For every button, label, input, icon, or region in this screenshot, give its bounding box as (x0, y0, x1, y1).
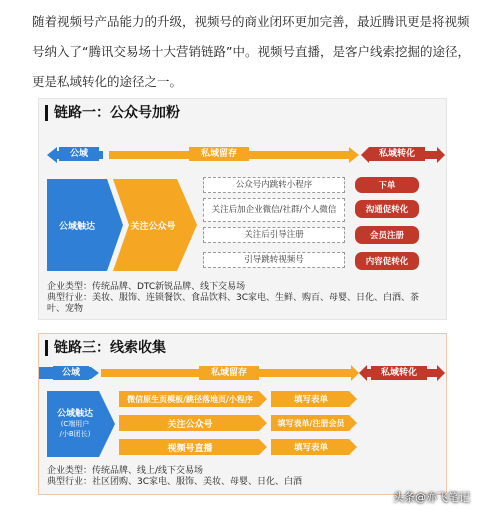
info-line: 企业类型：传统品牌、DTC新锐品牌、线下交易场 (47, 282, 246, 292)
panel-title: 链路三：线索收集 (45, 340, 166, 356)
info-line: 典型行业：美妆、服饰、连锁餐饮、食品饮料、3C家电、生鲜、购百、母婴、日化、白酒、茶 (47, 293, 420, 303)
public-tag: 公域 (53, 366, 89, 380)
convert-tag: 私域转化 (371, 366, 427, 380)
intro-paragraph (32, 7, 470, 97)
info-line: 企业类型：传统品牌、线上/线下交易场 (47, 466, 204, 476)
public-reach-line: 公域触达 (56, 409, 93, 419)
step-box: 公众号内跳转小程序 (203, 177, 345, 193)
public-tag: 公域 (59, 147, 99, 161)
step-box: 关注后加企业微信/社群/个人微信 (203, 198, 345, 222)
action-label: 视频号直播 (167, 443, 213, 454)
info-line: 典型行业：社区团购、3C家电、服饰、美妆、母婴、日化、白酒 (47, 477, 303, 487)
outcome-pill: 内容促转化 (355, 252, 419, 270)
outcome-pill: 沟通促转化 (355, 200, 419, 218)
private-band-head (349, 147, 359, 163)
industry-info (47, 466, 442, 488)
outcome-pill: 会员注册 (355, 226, 419, 244)
result-label: 填写表单 (293, 395, 328, 405)
action-label: 微信原生页模板/跳径落地页/小程序 (127, 394, 253, 404)
chain-one-panel (38, 98, 447, 320)
public-reach-label (47, 394, 103, 454)
chain-three-panel (38, 333, 447, 495)
follow-account-label: 关注公众号 (130, 221, 176, 232)
outcome-pill: 下单 (355, 177, 419, 193)
public-reach-line: /小B团长) (59, 430, 91, 438)
private-tag: 私域留存 (189, 147, 249, 161)
result-label: 填写表单 (293, 443, 328, 453)
info-line: 叶、宠物 (47, 304, 84, 314)
action-label: 关注公众号 (167, 419, 213, 430)
industry-info (47, 282, 442, 315)
panel-title: 链路一：公众号加粉 (45, 105, 180, 121)
intro-line: 更是私域转化的途径之一。 (32, 74, 183, 89)
public-reach-line: (C端用户 (60, 420, 90, 428)
private-tag: 私域留存 (199, 366, 259, 380)
watermark: 头条@亦飞笔记 (393, 491, 470, 504)
intro-line: 随着视频号产品能力的升级，视频号的商业闭环更加完善，最近腾讯更是将视频 (32, 14, 470, 29)
intro-line: 号纳入了“腾讯交易场十大营销链路”中。视频号直播，是客户线索挖掘的途径， (32, 44, 470, 59)
result-label: 填写表单/注册会员 (277, 418, 345, 428)
convert-tag: 私域转化 (369, 147, 425, 161)
step-box: 关注后引导注册 (203, 227, 345, 243)
private-band-head (351, 365, 359, 381)
step-box: 引导跳转视频号 (203, 252, 345, 268)
public-reach-label: 公域触达 (58, 221, 95, 232)
